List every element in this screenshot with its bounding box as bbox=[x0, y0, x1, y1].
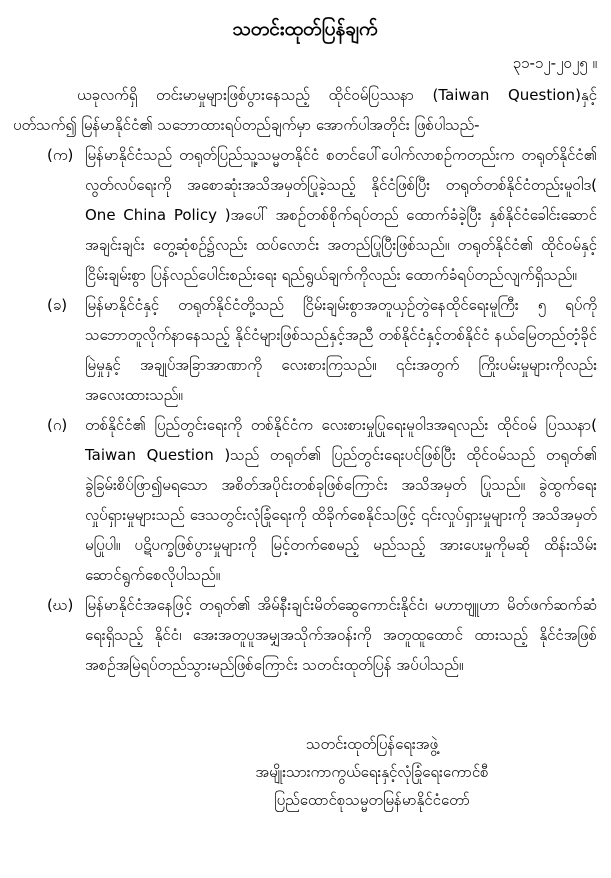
intro-paragraph: ယခုလက်ရှိ တင်းမာမှုများဖြစ်ပွားနေသည့် ထိုင်ဝမ်ပြဿနာ (Taiwan Question)နှင့် ပတ်သက်၍ မြန်မာနိုင်ငံ၏ သဘောထားရပ်တည်ချက်မှာ အောက်ပါအတိုင်း ဖြစ်ပါသည်- bbox=[13, 86, 597, 134]
signature-press-team: သတင်းထုတ်ပြန်ရေးအဖွဲ့ bbox=[305, 735, 439, 753]
list-item-ka bbox=[13, 140, 597, 290]
list-item-ga-text: တစ်နိုင်ငံ၏ ပြည်တွင်းရေးကို တစ်နိုင်ငံက လေးစားမှုပြုရေးမူဝါဒအရလည်း ထိုင်ဝမ် ပြဿနာ( Taiwan Question )သည် တရုတ်၏ ပြည်တွင်းရေးပင်ဖြစ်ပြီး ထိုင်ဝမ်သည် တရုတ်၏ ခွဲခြမ်းစိပ်ဖြာ၍မရသော အစိတ်အပိုင်းတစ်ခုဖြစ်ကြောင်း အသိအမှတ် ပြုသည်။ ခွဲထွက်ရေးလှုပ်ရှားမှုများသည် ဒေသတွင်းလုံခြုံရေးကို ထိခိုက်စေနိုင်သဖြင့် ၎င်းလှုပ်ရှားမှုများကို အသိအမှတ်မပြုပါ။ ပဋိပက္ခဖြစ်ပွားမှုများကို မြင့်တက်စေမည့် မည်သည့် အားပေးမှုကိုမဆို ထိန်းသိမ်းဆောင်ရွက်စေလိုပါသည်။ bbox=[85, 416, 597, 584]
page-title: သတင်းထုတ်ပြန်ချက် bbox=[232, 18, 378, 40]
signature-council: အမျိုးသားကာကွယ်ရေးနှင့်လုံခြုံရေးကောင်စီ bbox=[255, 763, 489, 781]
list-item-kha-label: (ခ) bbox=[47, 296, 68, 314]
list-item-ka-text: မြန်မာနိုင်ငံသည် တရုတ်ပြည်သူ့သမ္မတနိုင်ငံ စတင်ပေါ်ပေါက်လာစဉ်ကတည်းက တရုတ်နိုင်ငံ၏ လွတ်လပ်ရေးကို အစောဆုံးအသိအမှတ်ပြုခဲ့သည့် နိုင်ငံဖြစ်ပြီး တရုတ်တစ်နိုင်ငံတည်းမူဝါဒ( One China Policy )အပေါ် အစဉ်တစ်စိုက်ရပ်တည် ထောက်ခံခဲ့ပြီး နှစ်နိုင်ငံခေါင်းဆောင်အချင်းချင်း တွေ့ဆုံစဉ်၌လည်း ထပ်လောင်း အတည်ပြုပြီးဖြစ်သည်။ တရုတ်နိုင်ငံ၏ ထိုင်ဝမ်နှင့်ငြိမ်းချမ်းစွာ ပြန်လည်ပေါင်းစည်းရေး ရည်ရွယ်ချက်ကိုလည်း ထောက်ခံရပ်တည်လျက်ရှိသည်။ bbox=[85, 146, 597, 284]
list-item-kha-text: မြန်မာနိုင်ငံနှင့် တရုတ်နိုင်ငံတို့သည် ငြိမ်းချမ်းစွာအတူယှဉ်တွဲနေထိုင်ရေးမူကြီး ၅ ရပ်ကို သဘောတူလိုက်နာနေသည့် နိုင်ငံများဖြစ်သည်နှင့်အညီ တစ်နိုင်ငံနှင့်တစ်နိုင်ငံ နယ်မြေတည်တံ့ခိုင်မြဲမှုနှင့် အချုပ်အခြာအာဏာကို လေးစားကြသည်။ ၎င်းအတွက် ကြိုးပမ်းမှုများကိုလည်း အလေးထားသည်။ bbox=[85, 296, 597, 404]
signature-state: ပြည်ထောင်စုသမ္မတမြန်မာနိုင်ငံတော် bbox=[274, 791, 470, 809]
list-item-ga-label: (ဂ) bbox=[47, 416, 68, 434]
list-item-gha bbox=[13, 590, 597, 680]
release-date: ၃၁-၁၂-၂၀၂၅ ။ bbox=[512, 54, 597, 72]
signature-block bbox=[182, 730, 562, 814]
list-item-kha bbox=[13, 290, 597, 410]
list-item-ga bbox=[13, 410, 597, 590]
list-item-ka-label: (က) bbox=[47, 146, 74, 164]
list-item-gha-label: (ဃ) bbox=[47, 596, 74, 614]
list-item-gha-text: မြန်မာနိုင်ငံအနေဖြင့် တရုတ်၏ အိမ်နီးချင်းမိတ်ဆွေကောင်းနိုင်ငံ၊ မဟာဗျူဟာ မိတ်ဖက်ဆက်ဆံရေးရှိသည့် နိုင်ငံ၊ အေးအတူပူအမျှအသိုက်အဝန်းကို အတူထူထောင် ထားသည့် နိုင်ငံအဖြစ် အစဉ်အမြဲရပ်တည်သွားမည်ဖြစ်ကြောင်း သတင်းထုတ်ပြန် အပ်ပါသည်။ bbox=[85, 596, 597, 674]
